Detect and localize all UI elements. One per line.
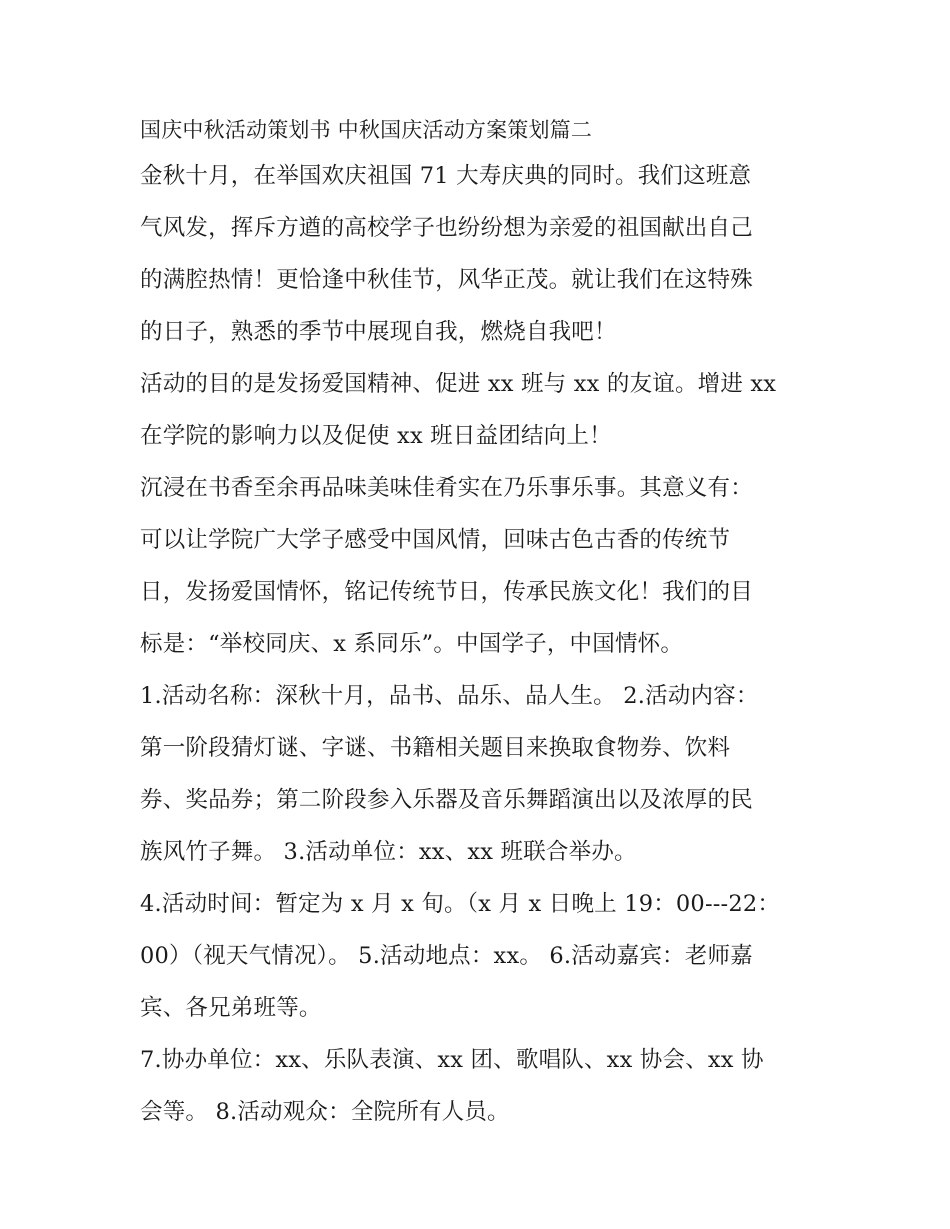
text-line: 4.活动时间：暂定为 x 月 x 旬。（x 月 x 日晚上 19：00---22： bbox=[140, 891, 781, 917]
text-line: 活动的目的是发扬爱国精神、促进 xx 班与 xx 的友谊。增进 xx bbox=[140, 371, 777, 397]
text-line: 可以让学院广大学子感受中国风情，回味古色古香的传统节 bbox=[140, 527, 731, 553]
paragraph-purpose bbox=[140, 358, 820, 462]
text-line: 在学院的影响力以及促使 xx 班日益团结向上！ bbox=[140, 423, 612, 449]
document-title: 国庆中秋活动策划书 中秋国庆活动方案策划篇二 bbox=[140, 118, 593, 142]
text-line: 的日子，熟悉的季节中展现自我，燃烧自我吧！ bbox=[140, 319, 617, 345]
text-line: 券、奖品券；第二阶段参入乐器及音乐舞蹈演出以及浓厚的民 bbox=[140, 787, 753, 813]
text-line: 1.活动名称：深秋十月，品书、品乐、品人生。 2.活动内容： bbox=[140, 683, 759, 709]
paragraph-activity-items-3 bbox=[140, 1034, 820, 1138]
text-line: 的满腔热情！更恰逢中秋佳节，风华正茂。就让我们在这特殊 bbox=[140, 267, 753, 293]
document-body bbox=[140, 110, 820, 1138]
text-line: 族风竹子舞。 3.活动单位：xx、xx 班联合举办。 bbox=[140, 839, 637, 865]
text-line: 标是：“举校同庆、x 系同乐”。中国学子，中国情怀。 bbox=[140, 631, 684, 657]
text-line: 日，发扬爱国情怀，铭记传统节日，传承民族文化！我们的目 bbox=[140, 579, 753, 605]
paragraph-activity-items-2 bbox=[140, 878, 820, 1034]
text-line: 第一阶段猜灯谜、字谜、书籍相关题目来换取食物券、饮料 bbox=[140, 735, 731, 761]
text-line: 沉浸在书香至余再品味美味佳肴实在乃乐事乐事。其意义有： bbox=[140, 475, 753, 501]
text-line: 金秋十月，在举国欢庆祖国 71 大寿庆典的同时。我们这班意 bbox=[140, 163, 752, 189]
paragraph-intro bbox=[140, 150, 820, 358]
text-line: 气风发，挥斥方遒的高校学子也纷纷想为亲爱的祖国献出自己 bbox=[140, 215, 753, 241]
text-line: 宾、各兄弟班等。 bbox=[140, 995, 322, 1021]
text-line: 00）（视天气情况）。 5.活动地点：xx。 6.活动嘉宾：老师嘉 bbox=[140, 943, 753, 969]
text-line: 会等。 8.活动观众：全院所有人员。 bbox=[140, 1099, 510, 1125]
paragraph-activity-items-1 bbox=[140, 670, 820, 878]
text-line: 7.协办单位：xx、乐队表演、xx 团、歌唱队、xx 协会、xx 协 bbox=[140, 1047, 764, 1073]
paragraph-significance bbox=[140, 462, 820, 670]
